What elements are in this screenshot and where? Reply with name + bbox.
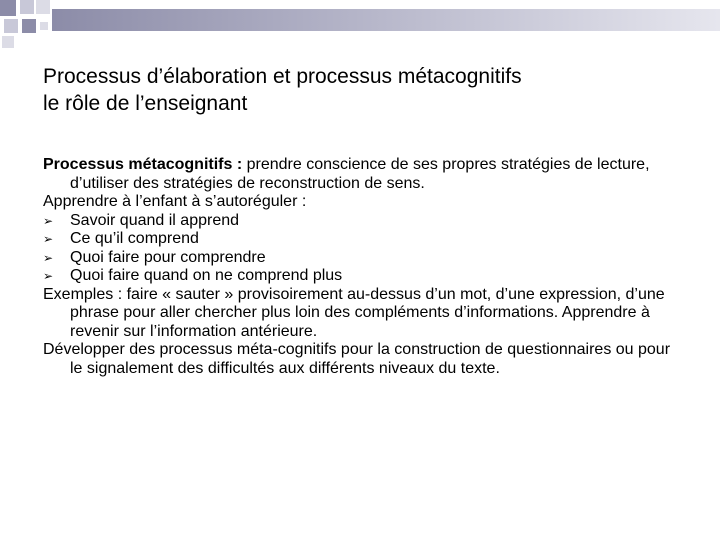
paragraph-metacognitive bbox=[43, 156, 683, 193]
list-item bbox=[43, 212, 683, 231]
bullet-text: Savoir quand il apprend bbox=[70, 211, 240, 229]
paragraph-autoregulation: Apprendre à l’enfant à s’autoréguler : bbox=[43, 193, 307, 210]
deco-square bbox=[40, 22, 48, 30]
paragraph-develop: Développer des processus méta-cognitifs pour la construction de questionnaires ou pour le signalement des difficultés aux différents niveaux du texte. bbox=[43, 341, 671, 377]
bullet-text: Quoi faire quand on ne comprend plus bbox=[70, 267, 343, 284]
deco-square bbox=[22, 19, 36, 33]
arrowhead-bullet-icon: ➢ bbox=[43, 269, 54, 283]
deco-square bbox=[2, 36, 14, 48]
term-metacognitive: Processus métacognitifs : bbox=[43, 156, 243, 173]
title-line-1: Processus d’élaboration et processus métacognitifs bbox=[43, 65, 522, 88]
arrowhead-bullet-icon: ➢ bbox=[43, 250, 54, 265]
deco-square bbox=[20, 0, 34, 14]
arrowhead-bullet-icon: ➢ bbox=[43, 213, 54, 228]
list-item bbox=[43, 249, 683, 268]
arrowhead-bullet-icon: ➢ bbox=[43, 232, 54, 246]
paragraph-examples: Exemples : faire « sauter » provisoirement au-dessus d’un mot, d’une expression, d’une phrase pour aller chercher plus loin des compléments d’informations. Apprendre à revenir sur l’information antérieure. bbox=[43, 285, 665, 340]
title-line-2: le rôle de l’enseignant bbox=[43, 92, 248, 115]
deco-square bbox=[4, 19, 18, 33]
bullet-text: Ce qu’il comprend bbox=[70, 230, 199, 247]
deco-square bbox=[0, 0, 16, 16]
slide-title bbox=[43, 63, 703, 117]
list-item bbox=[43, 267, 683, 286]
bullet-text: Quoi faire pour comprendre bbox=[70, 248, 266, 266]
slide-body bbox=[43, 156, 683, 378]
header-decoration bbox=[0, 0, 720, 50]
header-gradient-bar bbox=[52, 9, 720, 31]
definition-text: prendre conscience de ses propres stratégies de lecture, d’utiliser des stratégies de reconstruction de sens. bbox=[70, 156, 650, 192]
deco-square bbox=[36, 0, 50, 14]
list-item bbox=[43, 230, 683, 249]
